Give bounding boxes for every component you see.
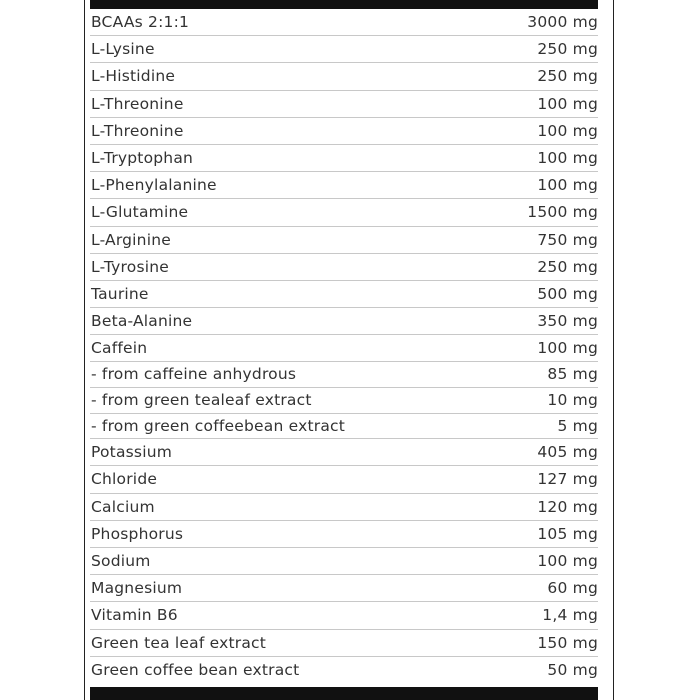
table-row [90,548,598,575]
table-row [90,466,598,493]
ingredient-amount: 100 mg [537,551,598,570]
table-row [90,118,598,145]
table-row [90,657,598,684]
nutrition-table-panel [84,0,614,700]
ingredient-name: Sodium [91,551,151,570]
ingredient-name: L-Tyrosine [91,257,170,276]
ingredient-amount: 100 mg [537,176,598,195]
ingredient-amount: 5 mg [557,416,598,435]
table-top-bar [90,0,598,9]
table-row [90,199,598,226]
ingredient-amount: 150 mg [537,633,598,652]
table-row [90,575,598,602]
table-row [90,494,598,521]
ingredient-name: Calcium [91,497,155,516]
ingredient-name: Green tea leaf extract [91,633,267,652]
ingredient-amount: 250 mg [537,257,598,276]
ingredient-amount: 85 mg [547,365,598,384]
ingredient-amount: 250 mg [537,67,598,86]
ingredient-name: Potassium [91,443,173,462]
ingredient-amount: 500 mg [537,284,598,303]
ingredient-amount: 60 mg [547,579,598,598]
ingredient-name: Vitamin B6 [91,606,178,625]
table-row [90,439,598,466]
table-row [90,630,598,657]
ingredient-amount: 100 mg [537,148,598,167]
ingredient-name: Caffein [91,339,148,358]
ingredient-amount: 127 mg [537,470,598,489]
ingredient-amount: 50 mg [547,660,598,679]
ingredient-name: Magnesium [91,579,183,598]
table-row [90,63,598,90]
ingredient-amount: 105 mg [537,524,598,543]
ingredient-name: L-Glutamine [91,203,189,222]
ingredient-name: L-Phenylalanine [91,176,217,195]
ingredient-name: L-Lysine [91,40,155,59]
ingredient-name: L-Arginine [91,230,171,249]
ingredient-name: BCAAs 2:1:1 [91,13,190,31]
table-row [90,9,598,36]
ingredient-name: Phosphorus [91,524,184,543]
table-subrow [90,414,598,440]
ingredient-amount: 1,4 mg [542,606,598,625]
table-subrow [90,388,598,414]
table-row [90,254,598,281]
table-row [90,227,598,254]
ingredient-amount: 100 mg [537,339,598,358]
table-row [90,281,598,308]
ingredient-name: Taurine [91,284,149,303]
ingredient-name: L-Histidine [91,67,176,86]
ingredient-amount: 120 mg [537,497,598,516]
ingredient-amount: 350 mg [537,312,598,331]
table-row [90,335,598,362]
ingredient-amount: 100 mg [537,94,598,113]
ingredient-amount: 405 mg [537,443,598,462]
ingredient-name: L-Threonine [91,121,184,140]
ingredient-name: L-Tryptophan [91,148,194,167]
ingredient-name: Chloride [91,470,158,489]
table-row [90,36,598,63]
ingredient-amount: 100 mg [537,121,598,140]
table-row [90,172,598,199]
ingredient-table [90,9,598,684]
ingredient-amount: 3000 mg [527,13,598,31]
ingredient-amount: 1500 mg [527,203,598,222]
ingredient-name: - from green coffeebean extract [91,416,346,435]
ingredient-name: - from caffeine anhydrous [91,365,297,384]
table-bottom-bar [90,687,598,700]
ingredient-amount: 750 mg [537,230,598,249]
ingredient-amount: 250 mg [537,40,598,59]
ingredient-amount: 10 mg [547,391,598,410]
table-subrow [90,362,598,388]
ingredient-name: - from green tealeaf extract [91,391,312,410]
table-row [90,91,598,118]
table-row [90,308,598,335]
ingredient-name: Beta-Alanine [91,312,193,331]
table-row [90,145,598,172]
table-row [90,521,598,548]
ingredient-name: Green coffee bean extract [91,660,300,679]
ingredient-name: L-Threonine [91,94,184,113]
table-row [90,602,598,629]
